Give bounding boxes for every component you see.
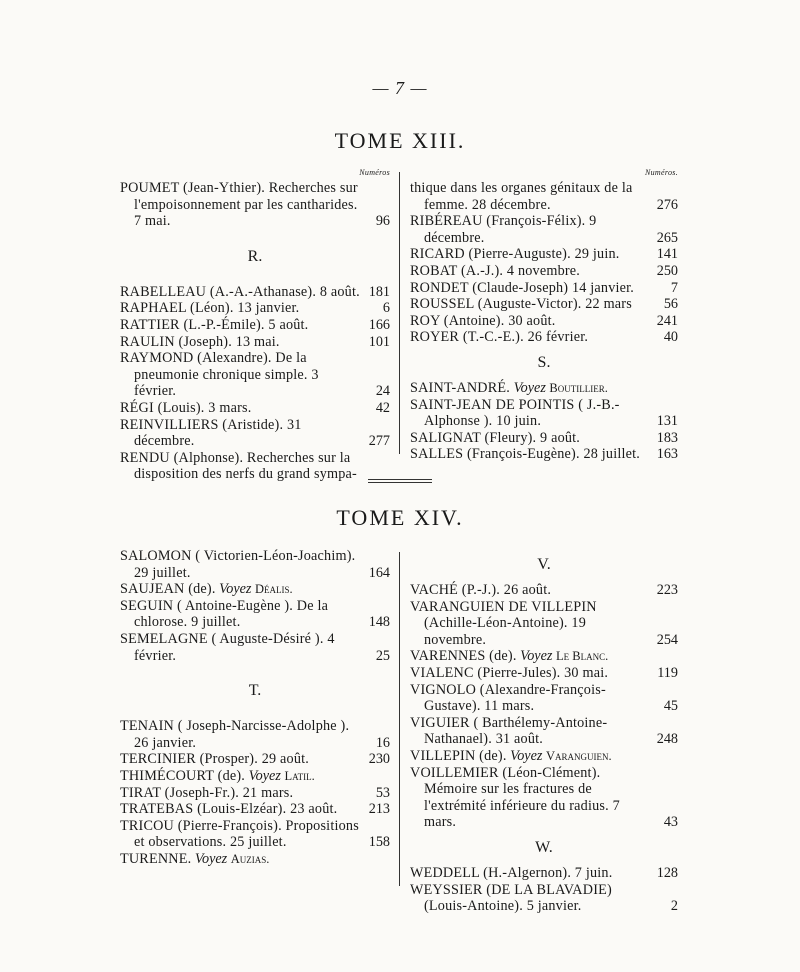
entry-text: TRICOU (Pierre-François). Propositions et observations. 25 juillet.: [120, 817, 359, 851]
entry-number: 248: [656, 731, 678, 748]
entry-number: 181: [368, 283, 390, 300]
entry-list: [120, 718, 390, 867]
section-separator: [368, 479, 432, 483]
index-entry: [410, 665, 678, 682]
entry-text: POUMET (Jean-Ythier). Recherches sur l'empoisonnement par les cantharides. 7 mai.: [120, 180, 358, 230]
column-divider: [399, 172, 400, 454]
index-entry: [410, 296, 678, 313]
entry-number: 250: [656, 262, 678, 279]
entry-number: 230: [368, 751, 390, 768]
entry-number: 223: [656, 582, 678, 598]
tome-xiv-title: TOME XIV.: [336, 505, 464, 530]
entry-text: RIBÉREAU (François-Félix). 9 décembre.: [410, 213, 597, 246]
index-entry: [120, 751, 390, 768]
index-entry: [120, 631, 390, 664]
entry-text: SEGUIN ( Antoine-Eugène ). De la chlorose. 9 juillet.: [120, 597, 329, 631]
entry-voyez: Voyez: [219, 581, 252, 598]
index-entry: [410, 213, 678, 246]
index-entry: [410, 446, 678, 463]
entry-text: RABELLEAU (A.-A.-Athanase). 8 août.: [120, 283, 360, 300]
entry-text: RAULIN (Joseph). 13 mai.: [120, 333, 280, 350]
entry-number: 158: [368, 834, 390, 851]
index-entry: [120, 334, 390, 351]
column-header-numeros: Numéros.: [645, 168, 678, 177]
entry-text: SAINT-JEAN DE POINTIS ( J.-B.-Alphonse ). 10 juin.: [410, 396, 620, 430]
entry-voyez: Voyez: [520, 648, 553, 665]
index-entry: [120, 350, 390, 400]
tome-xiv-right-column: [410, 548, 678, 915]
entry-number: 45: [663, 698, 678, 715]
tome-xiii-left-column: [120, 168, 390, 483]
entry-text: TIRAT (Joseph-Fr.). 21 mars.: [120, 784, 294, 801]
entry-name: SAUJEAN (de).: [120, 581, 216, 598]
index-entry: [120, 450, 390, 483]
entry-list: [410, 865, 678, 915]
entry-number: 119: [657, 664, 678, 681]
index-entry: [410, 765, 678, 831]
index-entry: [120, 581, 390, 598]
entry-reference: Auzias.: [230, 851, 270, 866]
index-entry: [410, 599, 678, 649]
index-entry: [120, 180, 390, 230]
entry-list: [120, 180, 390, 230]
entry-reference: Varanguien.: [545, 748, 612, 763]
column-header-numeros: Numéros: [359, 168, 390, 177]
entry-text: TRATEBAS (Louis-Elzéar). 23 août.: [120, 801, 338, 818]
entry-text: TENAIN ( Joseph-Narcisse-Adolphe ). 26 janvier.: [120, 718, 350, 751]
index-entry: [120, 548, 390, 581]
entry-reference: Le Blanc.: [555, 649, 609, 664]
entry-text: RONDET (Claude-Joseph) 14 janvier.: [410, 279, 635, 296]
entry-text: RATTIER (L.-P.-Émile). 5 août.: [120, 316, 309, 333]
entry-list: [120, 284, 390, 483]
index-entry: [410, 882, 678, 915]
entry-text: SALLES (François-Eugène). 28 juillet.: [410, 446, 641, 463]
entry-text: RÉGI (Louis). 3 mars.: [120, 399, 252, 416]
entry-reference: Latil.: [284, 768, 315, 783]
entry-text: VIGUIER ( Barthélemy-Antoine-Nathanael). 31 août.: [410, 714, 608, 748]
entry-number: 6: [382, 300, 390, 317]
entry-name: THIMÉCOURT (de).: [120, 767, 246, 784]
section-letter-t: T.: [248, 682, 262, 700]
index-entry: [410, 329, 678, 346]
entry-text: SALIGNAT (Fleury). 9 août.: [410, 429, 581, 446]
section-letter-w: W.: [535, 838, 553, 856]
index-entry: [410, 246, 678, 263]
section-letter-r: R.: [247, 247, 263, 265]
entry-number: 24: [375, 383, 390, 400]
entry-number: 16: [375, 734, 390, 751]
index-entry: [410, 380, 678, 397]
entry-number: 7: [670, 279, 678, 296]
entry-list: [410, 180, 678, 346]
entry-text: SALOMON ( Victorien-Léon-Joachim). 29 juillet.: [120, 548, 356, 581]
tome-xiv-left-column: [120, 548, 390, 868]
index-entry: [410, 263, 678, 280]
index-entry: [410, 748, 678, 765]
entry-voyez: Voyez: [248, 767, 281, 784]
index-entry: [410, 865, 678, 882]
index-entry: [120, 718, 390, 751]
entry-name: VILLEPIN (de).: [410, 747, 507, 764]
entry-text: ROBAT (A.-J.). 4 novembre.: [410, 262, 581, 279]
index-entry: [120, 818, 390, 851]
entry-text: SEMELAGNE ( Auguste-Désiré ). 4 février.: [120, 630, 335, 664]
entry-voyez: Voyez: [194, 850, 228, 867]
entry-number: 265: [656, 229, 678, 246]
entry-name: TURENNE.: [120, 850, 192, 867]
entry-number: 277: [368, 433, 390, 450]
index-entry: [120, 768, 390, 785]
column-divider: [399, 552, 400, 886]
entry-list: [410, 380, 678, 463]
entry-text: REINVILLIERS (Aristide). 31 décembre.: [120, 416, 302, 450]
index-entry: [410, 180, 678, 213]
entry-list: [410, 582, 678, 831]
entry-number: 213: [368, 801, 390, 818]
entry-text: ROUSSEL (Auguste-Victor). 22 mars: [410, 296, 632, 313]
index-entry: [120, 851, 390, 868]
tome-xiii-title: TOME XIII.: [334, 128, 466, 153]
entry-number: 254: [656, 631, 678, 648]
entry-text: RENDU (Alphonse). Recherches sur la disposition des nerfs du grand sympa-: [120, 449, 357, 483]
entry-reference: Déalis.: [255, 582, 293, 597]
index-entry: [120, 417, 390, 450]
entry-number: 25: [375, 647, 390, 664]
page-number: — 7 —: [372, 78, 428, 98]
index-entry: [410, 313, 678, 330]
entry-voyez: Voyez: [513, 379, 546, 396]
tome-xiii-right-column: [410, 168, 678, 463]
entry-name: SAINT-ANDRÉ.: [410, 379, 511, 396]
entry-text: ROYER (T.-C.-E.). 26 février.: [410, 329, 589, 346]
entry-number: 96: [375, 213, 390, 230]
entry-text: VIGNOLO (Alexandre-François-Gustave). 11 mars.: [410, 681, 606, 715]
index-entry: [120, 284, 390, 301]
entry-text: VARANGUIEN DE VILLEPIN (Achille-Léon-Antoine). 19 novembre.: [410, 598, 597, 648]
entry-text: WEYSSIER (DE LA BLAVADIE) (Louis-Antoine). 5 janvier.: [410, 881, 612, 915]
index-entry: [120, 598, 390, 631]
entry-reference: Boutillier.: [549, 380, 608, 395]
entry-text: RICARD (Pierre-Auguste). 29 juin.: [410, 246, 620, 263]
entry-number: 276: [656, 196, 678, 213]
entry-number: 40: [663, 329, 678, 346]
entry-number: 2: [670, 898, 678, 915]
entry-text: RAYMOND (Alexandre). De la pneumonie chronique simple. 3 février.: [120, 350, 319, 400]
entry-text: VIALENC (Pierre-Jules). 30 mai.: [410, 664, 609, 681]
entry-list: [120, 548, 390, 664]
index-entry: [410, 280, 678, 297]
entry-text: ROY (Antoine). 30 août.: [410, 312, 556, 329]
entry-text: WEDDELL (H.-Algernon). 7 juin.: [410, 864, 613, 881]
index-entry: [120, 400, 390, 417]
entry-text: thique dans les organes génitaux de la femme. 28 décembre.: [410, 180, 633, 213]
entry-number: 53: [375, 784, 390, 801]
index-entry: [120, 785, 390, 802]
entry-text: VACHÉ (P.-J.). 26 août.: [410, 582, 552, 598]
entry-text: VOILLEMIER (Léon-Clément). Mémoire sur les fractures de l'extrémité inférieure du radius. 7 mars.: [410, 764, 620, 831]
entry-number: 241: [656, 312, 678, 329]
entry-number: 43: [663, 814, 678, 831]
entry-voyez: Voyez: [510, 747, 543, 764]
entry-number: 131: [656, 413, 678, 430]
entry-number: 101: [368, 333, 390, 350]
section-letter-s: S.: [537, 353, 551, 371]
entry-number: 128: [656, 864, 678, 881]
index-entry: [120, 801, 390, 818]
index-entry: [120, 300, 390, 317]
entry-text: TERCINIER (Prosper). 29 août.: [120, 751, 310, 768]
index-entry: [410, 582, 678, 599]
entry-name: VARENNES (de).: [410, 648, 517, 665]
index-entry: [120, 317, 390, 334]
index-entry: [410, 648, 678, 665]
entry-number: 56: [663, 296, 678, 313]
entry-number: 183: [656, 429, 678, 446]
entry-text: RAPHAEL (Léon). 13 janvier.: [120, 300, 300, 317]
index-entry: [410, 682, 678, 715]
index-entry: [410, 715, 678, 748]
index-entry: [410, 430, 678, 447]
index-entry: [410, 397, 678, 430]
entry-number: 42: [375, 399, 390, 416]
entry-number: 166: [368, 316, 390, 333]
section-letter-v: V.: [537, 556, 551, 573]
entry-number: 141: [656, 246, 678, 263]
entry-number: 164: [368, 564, 390, 581]
entry-number: 163: [656, 446, 678, 463]
entry-number: 148: [368, 614, 390, 631]
